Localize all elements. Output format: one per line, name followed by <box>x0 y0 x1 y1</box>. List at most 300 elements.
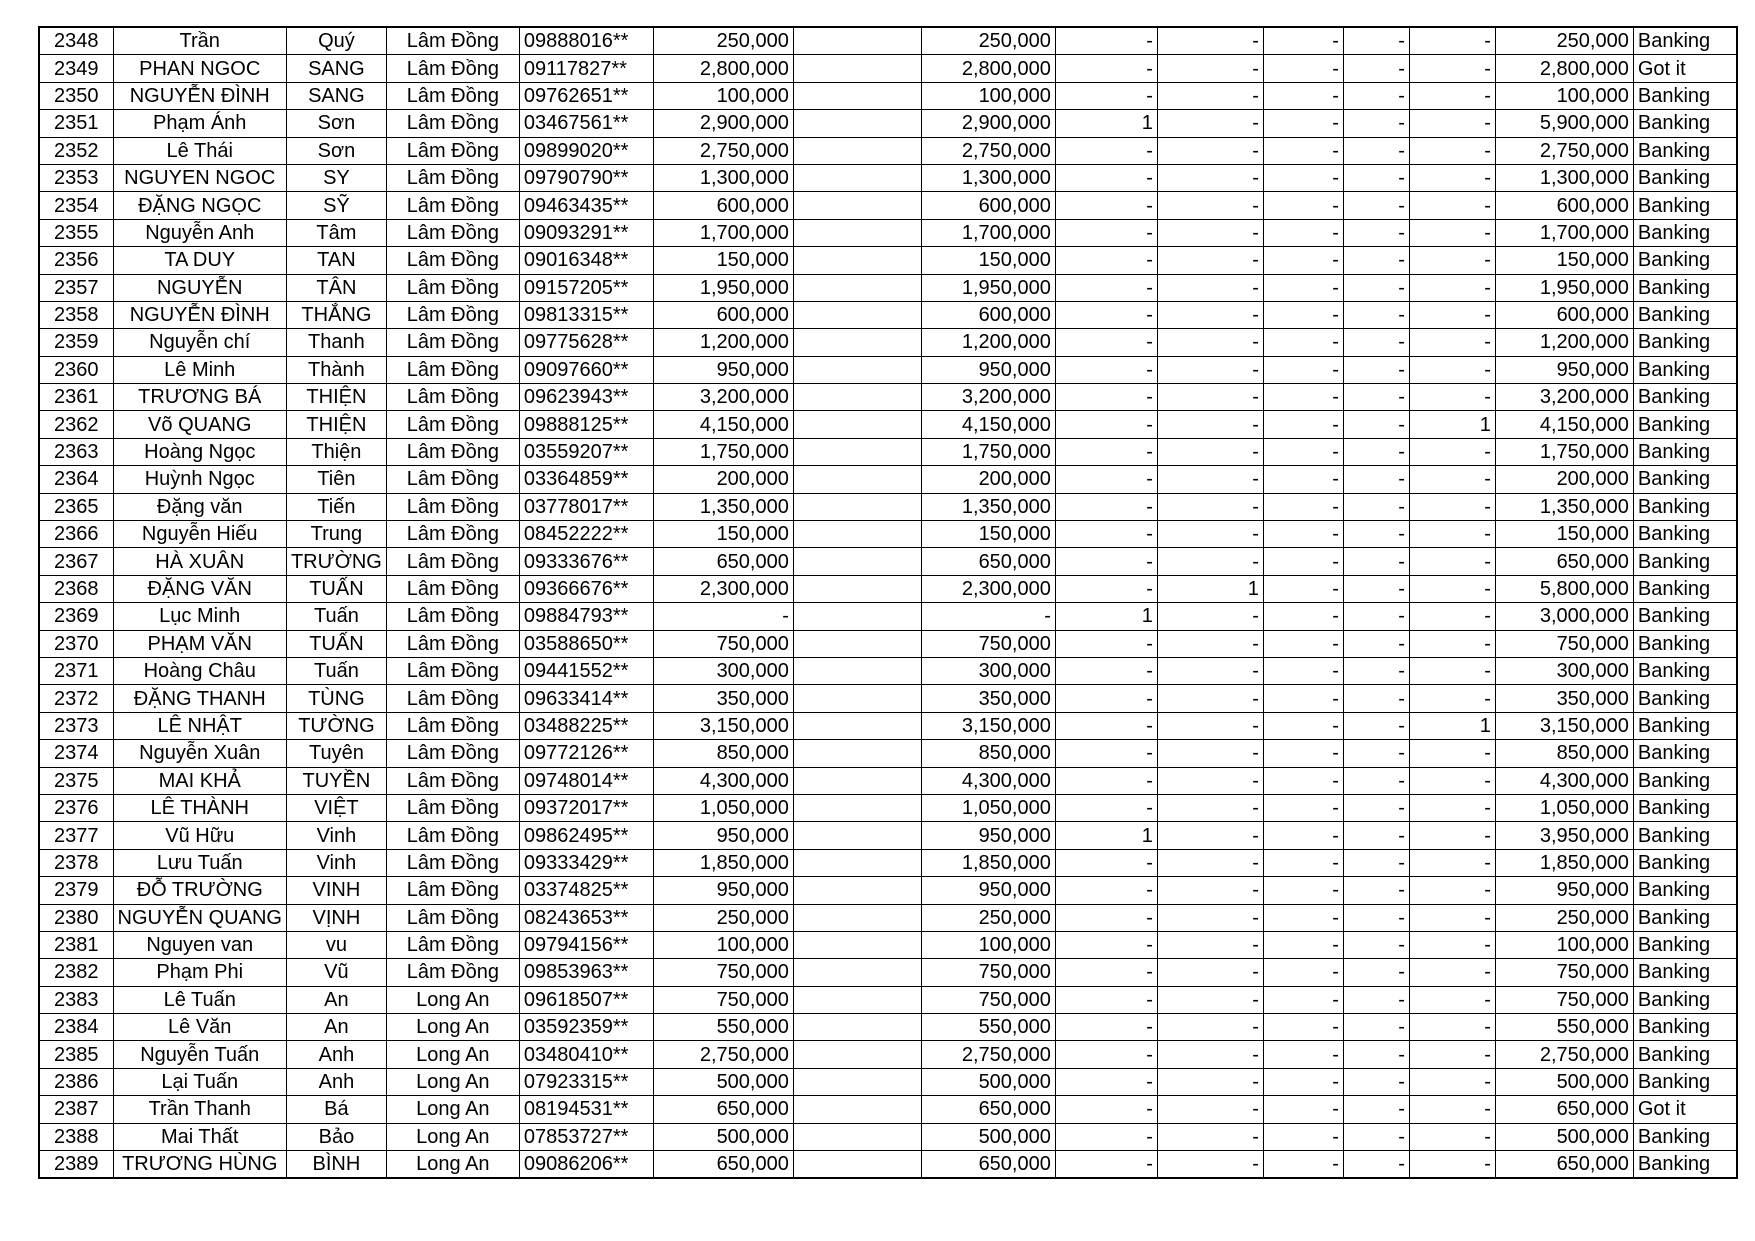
cell-amount-3: 850,000 <box>921 740 1055 767</box>
cell-first-name: Tâm <box>286 219 386 246</box>
cell-count-5: - <box>1409 110 1495 137</box>
cell-row-number: 2368 <box>39 575 113 602</box>
cell-phone: 09372017** <box>519 794 653 821</box>
cell-row-number: 2350 <box>39 82 113 109</box>
cell-amount-3: 500,000 <box>921 1123 1055 1150</box>
cell-count-3: - <box>1263 685 1343 712</box>
cell-count-4: - <box>1343 521 1409 548</box>
cell-count-4: - <box>1343 877 1409 904</box>
table-row <box>39 493 1737 520</box>
cell-count-5: - <box>1409 1068 1495 1095</box>
cell-last-name: ĐẶNG VĂN <box>113 575 286 602</box>
cell-payment-method: Banking <box>1633 931 1737 958</box>
cell-amount-3: 350,000 <box>921 685 1055 712</box>
cell-count-4: - <box>1343 603 1409 630</box>
cell-last-name: ĐẶNG THANH <box>113 685 286 712</box>
cell-count-4: - <box>1343 192 1409 219</box>
cell-province: Lâm Đồng <box>386 110 519 137</box>
cell-payment-method: Banking <box>1633 411 1737 438</box>
cell-count-4: - <box>1343 685 1409 712</box>
cell-amount-3: 600,000 <box>921 192 1055 219</box>
cell-count-4: - <box>1343 630 1409 657</box>
cell-last-name: Đặng văn <box>113 493 286 520</box>
cell-total: 3,000,000 <box>1495 603 1633 630</box>
cell-count-2: - <box>1157 82 1263 109</box>
cell-phone: 03559207** <box>519 438 653 465</box>
cell-count-5: - <box>1409 274 1495 301</box>
cell-phone: 09853963** <box>519 959 653 986</box>
cell-count-4: - <box>1343 110 1409 137</box>
cell-count-3: - <box>1263 630 1343 657</box>
cell-amount-3: 2,300,000 <box>921 575 1055 602</box>
cell-province: Long An <box>386 1123 519 1150</box>
cell-province: Lâm Đồng <box>386 822 519 849</box>
cell-amount-2 <box>793 548 921 575</box>
cell-first-name: THẮNG <box>286 301 386 328</box>
cell-amount-2 <box>793 384 921 411</box>
cell-total: 3,200,000 <box>1495 384 1633 411</box>
cell-count-3: - <box>1263 164 1343 191</box>
cell-last-name: Lê Minh <box>113 356 286 383</box>
cell-first-name: Trung <box>286 521 386 548</box>
cell-amount-2 <box>793 986 921 1013</box>
cell-count-4: - <box>1343 493 1409 520</box>
cell-count-1: - <box>1055 27 1157 55</box>
cell-last-name: HÀ XUÂN <box>113 548 286 575</box>
table-row <box>39 794 1737 821</box>
cell-count-5: - <box>1409 931 1495 958</box>
cell-amount-2 <box>793 110 921 137</box>
cell-count-4: - <box>1343 548 1409 575</box>
cell-amount-1: 650,000 <box>653 1151 793 1179</box>
cell-total: 1,050,000 <box>1495 794 1633 821</box>
cell-payment-method: Banking <box>1633 657 1737 684</box>
cell-province: Lâm Đồng <box>386 575 519 602</box>
cell-count-4: - <box>1343 411 1409 438</box>
cell-count-1: - <box>1055 247 1157 274</box>
cell-count-2: - <box>1157 657 1263 684</box>
cell-count-1: - <box>1055 986 1157 1013</box>
cell-count-5: - <box>1409 137 1495 164</box>
cell-row-number: 2389 <box>39 1151 113 1179</box>
cell-row-number: 2373 <box>39 712 113 739</box>
cell-amount-1: 1,750,000 <box>653 438 793 465</box>
cell-count-2: 1 <box>1157 575 1263 602</box>
cell-amount-2 <box>793 55 921 82</box>
cell-row-number: 2377 <box>39 822 113 849</box>
cell-count-2: - <box>1157 274 1263 301</box>
cell-last-name: Phạm Ánh <box>113 110 286 137</box>
table-row <box>39 110 1737 137</box>
cell-count-3: - <box>1263 329 1343 356</box>
cell-count-4: - <box>1343 1068 1409 1095</box>
cell-count-2: - <box>1157 411 1263 438</box>
cell-total: 100,000 <box>1495 931 1633 958</box>
cell-count-5: - <box>1409 384 1495 411</box>
cell-first-name: An <box>286 1014 386 1041</box>
cell-row-number: 2371 <box>39 657 113 684</box>
cell-count-5: - <box>1409 192 1495 219</box>
cell-last-name: Lê Thái <box>113 137 286 164</box>
cell-province: Lâm Đồng <box>386 274 519 301</box>
cell-amount-1: 2,900,000 <box>653 110 793 137</box>
cell-count-3: - <box>1263 822 1343 849</box>
cell-row-number: 2388 <box>39 1123 113 1150</box>
cell-province: Lâm Đồng <box>386 740 519 767</box>
cell-total: 750,000 <box>1495 986 1633 1013</box>
cell-count-2: - <box>1157 247 1263 274</box>
cell-count-3: - <box>1263 219 1343 246</box>
cell-amount-1: 600,000 <box>653 301 793 328</box>
cell-first-name: THIỆN <box>286 384 386 411</box>
cell-amount-2 <box>793 575 921 602</box>
cell-phone: 03374825** <box>519 877 653 904</box>
cell-row-number: 2376 <box>39 794 113 821</box>
cell-count-1: - <box>1055 356 1157 383</box>
cell-first-name: TUẤN <box>286 630 386 657</box>
cell-total: 4,300,000 <box>1495 767 1633 794</box>
cell-total: 250,000 <box>1495 27 1633 55</box>
cell-amount-1: 500,000 <box>653 1068 793 1095</box>
cell-payment-method: Banking <box>1633 192 1737 219</box>
cell-count-2: - <box>1157 740 1263 767</box>
cell-payment-method: Banking <box>1633 712 1737 739</box>
cell-total: 1,850,000 <box>1495 849 1633 876</box>
cell-amount-1: 1,300,000 <box>653 164 793 191</box>
cell-count-4: - <box>1343 466 1409 493</box>
cell-amount-1: 850,000 <box>653 740 793 767</box>
cell-total: 200,000 <box>1495 466 1633 493</box>
cell-province: Lâm Đồng <box>386 959 519 986</box>
cell-count-5: - <box>1409 164 1495 191</box>
cell-row-number: 2361 <box>39 384 113 411</box>
cell-count-5: - <box>1409 438 1495 465</box>
cell-province: Lâm Đồng <box>386 55 519 82</box>
cell-count-5: - <box>1409 1014 1495 1041</box>
cell-count-5: - <box>1409 219 1495 246</box>
cell-total: 500,000 <box>1495 1123 1633 1150</box>
cell-row-number: 2374 <box>39 740 113 767</box>
cell-count-4: - <box>1343 438 1409 465</box>
cell-count-1: - <box>1055 685 1157 712</box>
cell-payment-method: Banking <box>1633 767 1737 794</box>
cell-count-2: - <box>1157 137 1263 164</box>
cell-count-5: - <box>1409 630 1495 657</box>
cell-phone: 03488225** <box>519 712 653 739</box>
cell-count-4: - <box>1343 137 1409 164</box>
cell-count-2: - <box>1157 1014 1263 1041</box>
cell-count-1: 1 <box>1055 110 1157 137</box>
cell-count-4: - <box>1343 1123 1409 1150</box>
cell-row-number: 2356 <box>39 247 113 274</box>
table-row <box>39 27 1737 55</box>
cell-count-1: - <box>1055 575 1157 602</box>
cell-amount-2 <box>793 301 921 328</box>
cell-row-number: 2378 <box>39 849 113 876</box>
cell-count-4: - <box>1343 904 1409 931</box>
cell-count-4: - <box>1343 575 1409 602</box>
cell-first-name: Tuấn <box>286 657 386 684</box>
cell-phone: 09157205** <box>519 274 653 301</box>
cell-first-name: Sơn <box>286 110 386 137</box>
cell-count-1: - <box>1055 493 1157 520</box>
cell-first-name: Thiện <box>286 438 386 465</box>
cell-count-3: - <box>1263 767 1343 794</box>
cell-count-3: - <box>1263 931 1343 958</box>
cell-total: 600,000 <box>1495 301 1633 328</box>
cell-count-2: - <box>1157 959 1263 986</box>
cell-first-name: BÌNH <box>286 1151 386 1179</box>
cell-amount-3: 750,000 <box>921 959 1055 986</box>
cell-phone: 09117827** <box>519 55 653 82</box>
cell-amount-2 <box>793 1096 921 1123</box>
cell-province: Lâm Đồng <box>386 849 519 876</box>
cell-count-3: - <box>1263 356 1343 383</box>
cell-count-3: - <box>1263 384 1343 411</box>
cell-province: Long An <box>386 1041 519 1068</box>
cell-province: Lâm Đồng <box>386 192 519 219</box>
cell-total: 350,000 <box>1495 685 1633 712</box>
cell-amount-2 <box>793 1123 921 1150</box>
cell-count-3: - <box>1263 740 1343 767</box>
cell-row-number: 2364 <box>39 466 113 493</box>
cell-province: Lâm Đồng <box>386 603 519 630</box>
cell-last-name: Phạm Phi <box>113 959 286 986</box>
cell-total: 2,750,000 <box>1495 1041 1633 1068</box>
cell-payment-method: Banking <box>1633 301 1737 328</box>
cell-first-name: TUẤN <box>286 575 386 602</box>
cell-row-number: 2362 <box>39 411 113 438</box>
cell-count-5: - <box>1409 767 1495 794</box>
cell-count-4: - <box>1343 959 1409 986</box>
cell-amount-3: 550,000 <box>921 1014 1055 1041</box>
table-row <box>39 767 1737 794</box>
cell-amount-2 <box>793 959 921 986</box>
cell-row-number: 2386 <box>39 1068 113 1095</box>
cell-count-3: - <box>1263 986 1343 1013</box>
cell-last-name: TA DUY <box>113 247 286 274</box>
cell-last-name: PHẠM VĂN <box>113 630 286 657</box>
table-row <box>39 247 1737 274</box>
cell-count-3: - <box>1263 411 1343 438</box>
cell-last-name: Hoàng Châu <box>113 657 286 684</box>
cell-amount-2 <box>793 877 921 904</box>
cell-count-3: - <box>1263 247 1343 274</box>
cell-count-2: - <box>1157 877 1263 904</box>
cell-count-5: - <box>1409 685 1495 712</box>
cell-payment-method: Banking <box>1633 986 1737 1013</box>
cell-count-4: - <box>1343 164 1409 191</box>
cell-row-number: 2351 <box>39 110 113 137</box>
cell-first-name: SỸ <box>286 192 386 219</box>
cell-count-1: - <box>1055 959 1157 986</box>
cell-payment-method: Banking <box>1633 438 1737 465</box>
cell-count-5: - <box>1409 55 1495 82</box>
cell-count-4: - <box>1343 822 1409 849</box>
cell-amount-3: 150,000 <box>921 521 1055 548</box>
cell-count-1: - <box>1055 904 1157 931</box>
cell-phone: 08243653** <box>519 904 653 931</box>
cell-province: Lâm Đồng <box>386 630 519 657</box>
cell-amount-2 <box>793 247 921 274</box>
table-row <box>39 1014 1737 1041</box>
cell-phone: 09862495** <box>519 822 653 849</box>
cell-count-3: - <box>1263 438 1343 465</box>
cell-payment-method: Banking <box>1633 110 1737 137</box>
table-row <box>39 904 1737 931</box>
cell-phone: 09618507** <box>519 986 653 1013</box>
cell-count-2: - <box>1157 356 1263 383</box>
cell-amount-1: - <box>653 603 793 630</box>
cell-amount-1: 200,000 <box>653 466 793 493</box>
cell-last-name: Huỳnh Ngọc <box>113 466 286 493</box>
cell-count-4: - <box>1343 247 1409 274</box>
cell-total: 650,000 <box>1495 1151 1633 1179</box>
cell-count-3: - <box>1263 301 1343 328</box>
cell-row-number: 2375 <box>39 767 113 794</box>
cell-count-1: - <box>1055 1151 1157 1179</box>
cell-last-name: Trần Thanh <box>113 1096 286 1123</box>
cell-count-2: - <box>1157 521 1263 548</box>
cell-count-2: - <box>1157 548 1263 575</box>
cell-amount-1: 4,300,000 <box>653 767 793 794</box>
cell-count-5: - <box>1409 740 1495 767</box>
cell-amount-2 <box>793 356 921 383</box>
cell-payment-method: Banking <box>1633 1068 1737 1095</box>
cell-count-2: - <box>1157 931 1263 958</box>
cell-province: Lâm Đồng <box>386 27 519 55</box>
cell-count-1: - <box>1055 1068 1157 1095</box>
cell-amount-1: 1,950,000 <box>653 274 793 301</box>
cell-count-2: - <box>1157 1123 1263 1150</box>
cell-payment-method: Banking <box>1633 27 1737 55</box>
cell-amount-2 <box>793 219 921 246</box>
cell-count-5: - <box>1409 521 1495 548</box>
cell-count-4: - <box>1343 712 1409 739</box>
cell-count-5: 1 <box>1409 712 1495 739</box>
cell-count-5: - <box>1409 849 1495 876</box>
cell-count-4: - <box>1343 657 1409 684</box>
cell-province: Lâm Đồng <box>386 219 519 246</box>
cell-first-name: Tiến <box>286 493 386 520</box>
cell-count-5: - <box>1409 466 1495 493</box>
cell-count-3: - <box>1263 521 1343 548</box>
cell-payment-method: Banking <box>1633 247 1737 274</box>
cell-phone: 08194531** <box>519 1096 653 1123</box>
cell-count-1: - <box>1055 219 1157 246</box>
cell-count-1: - <box>1055 931 1157 958</box>
cell-last-name: MAI KHẢ <box>113 767 286 794</box>
cell-province: Lâm Đồng <box>386 329 519 356</box>
cell-count-4: - <box>1343 356 1409 383</box>
cell-province: Lâm Đồng <box>386 877 519 904</box>
cell-first-name: SANG <box>286 82 386 109</box>
cell-amount-3: 1,050,000 <box>921 794 1055 821</box>
cell-total: 650,000 <box>1495 1096 1633 1123</box>
cell-amount-2 <box>793 438 921 465</box>
table-row <box>39 1068 1737 1095</box>
cell-row-number: 2348 <box>39 27 113 55</box>
cell-amount-2 <box>793 794 921 821</box>
cell-count-4: - <box>1343 1041 1409 1068</box>
cell-count-1: - <box>1055 740 1157 767</box>
cell-payment-method: Banking <box>1633 466 1737 493</box>
table-row <box>39 931 1737 958</box>
cell-amount-2 <box>793 1014 921 1041</box>
cell-amount-2 <box>793 740 921 767</box>
cell-province: Lâm Đồng <box>386 301 519 328</box>
cell-count-4: - <box>1343 740 1409 767</box>
cell-amount-2 <box>793 712 921 739</box>
cell-amount-1: 750,000 <box>653 986 793 1013</box>
cell-row-number: 2359 <box>39 329 113 356</box>
cell-amount-3: 1,200,000 <box>921 329 1055 356</box>
cell-first-name: vu <box>286 931 386 958</box>
cell-phone: 09762651** <box>519 82 653 109</box>
cell-count-3: - <box>1263 55 1343 82</box>
cell-last-name: Lê Tuấn <box>113 986 286 1013</box>
cell-last-name: Nguyen van <box>113 931 286 958</box>
cell-amount-3: 2,900,000 <box>921 110 1055 137</box>
cell-first-name: Thành <box>286 356 386 383</box>
cell-amount-3: 1,700,000 <box>921 219 1055 246</box>
cell-count-4: - <box>1343 329 1409 356</box>
table-row <box>39 603 1737 630</box>
cell-payment-method: Banking <box>1633 164 1737 191</box>
cell-count-2: - <box>1157 466 1263 493</box>
cell-count-4: - <box>1343 384 1409 411</box>
cell-payment-method: Banking <box>1633 740 1737 767</box>
cell-first-name: VIỆT <box>286 794 386 821</box>
cell-count-4: - <box>1343 274 1409 301</box>
cell-row-number: 2367 <box>39 548 113 575</box>
cell-count-2: - <box>1157 712 1263 739</box>
cell-row-number: 2372 <box>39 685 113 712</box>
table-row <box>39 712 1737 739</box>
cell-payment-method: Banking <box>1633 1151 1737 1179</box>
cell-payment-method: Banking <box>1633 1041 1737 1068</box>
cell-amount-3: 1,850,000 <box>921 849 1055 876</box>
cell-count-4: - <box>1343 1014 1409 1041</box>
cell-count-5: - <box>1409 1096 1495 1123</box>
cell-count-1: - <box>1055 466 1157 493</box>
cell-province: Long An <box>386 1014 519 1041</box>
cell-total: 750,000 <box>1495 959 1633 986</box>
cell-last-name: NGUYỄN ĐÌNH <box>113 82 286 109</box>
cell-row-number: 2381 <box>39 931 113 958</box>
cell-count-3: - <box>1263 274 1343 301</box>
cell-amount-1: 100,000 <box>653 931 793 958</box>
cell-row-number: 2384 <box>39 1014 113 1041</box>
cell-count-1: - <box>1055 192 1157 219</box>
cell-amount-3: 1,300,000 <box>921 164 1055 191</box>
cell-phone: 03588650** <box>519 630 653 657</box>
cell-total: 600,000 <box>1495 192 1633 219</box>
table-row <box>39 521 1737 548</box>
cell-amount-1: 1,700,000 <box>653 219 793 246</box>
cell-phone: 03364859** <box>519 466 653 493</box>
cell-last-name: TRƯƠNG BÁ <box>113 384 286 411</box>
cell-count-1: - <box>1055 1041 1157 1068</box>
cell-count-3: - <box>1263 877 1343 904</box>
cell-last-name: LÊ THÀNH <box>113 794 286 821</box>
cell-count-3: - <box>1263 904 1343 931</box>
cell-row-number: 2380 <box>39 904 113 931</box>
table-row <box>39 301 1737 328</box>
cell-phone: 09899020** <box>519 137 653 164</box>
cell-province: Long An <box>386 1151 519 1179</box>
cell-phone: 08452222** <box>519 521 653 548</box>
